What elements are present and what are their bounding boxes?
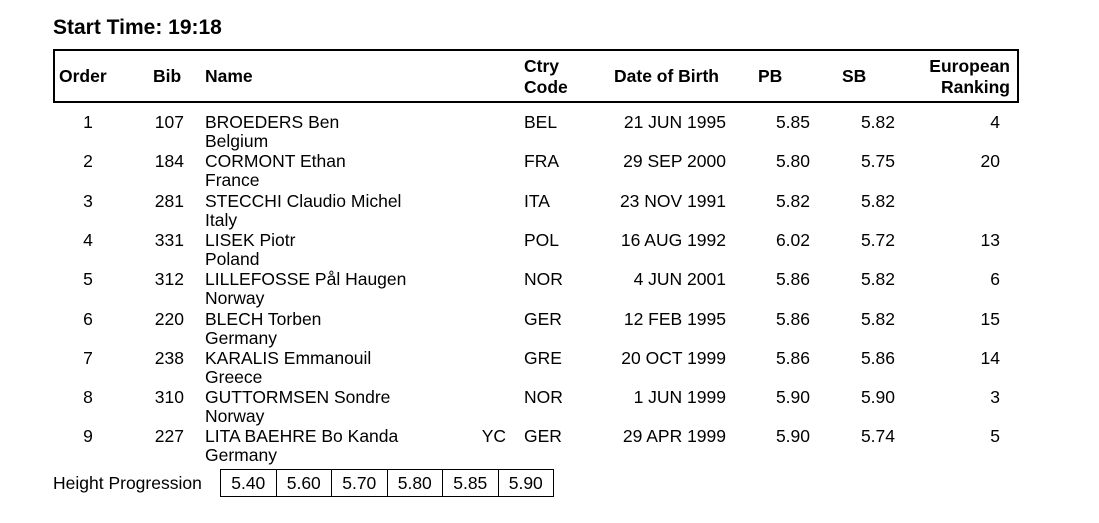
cell-bib: 312 (154, 269, 184, 290)
cell-date-of-birth: 21 JUN 1995 (623, 112, 726, 132)
cell-ctry-code: GRE (524, 347, 562, 368)
cell-name: LITA BAEHRE Bo Kanda (205, 426, 399, 447)
height-box: 5.90 (508, 473, 543, 493)
cell-pb: 5.86 (775, 308, 810, 329)
header-european-ranking-line1: European (929, 56, 1010, 76)
header-ctry-code-line2: Code (524, 77, 568, 97)
cell-bib: 331 (154, 229, 184, 250)
height-progression-label: Height Progression (53, 473, 202, 493)
cell-order: 7 (83, 347, 93, 368)
header-sb: SB (842, 66, 867, 86)
cell-bib: 238 (154, 347, 184, 368)
cell-country-name: Norway (205, 406, 265, 427)
cell-name: STECCHI Claudio Michel (205, 190, 402, 211)
cell-country-name: Norway (205, 288, 265, 309)
header-date-of-birth: Date of Birth (614, 66, 719, 86)
cell-date-of-birth: 16 AUG 1992 (620, 229, 726, 250)
cell-country-name: Greece (205, 366, 263, 387)
start-time-title: Start Time: 19:18 (53, 16, 222, 39)
cell-european-ranking: 13 (980, 229, 1000, 250)
cell-date-of-birth: 29 SEP 2000 (623, 151, 726, 172)
cell-country-name: Germany (205, 445, 277, 466)
header-european-ranking-line2: Ranking (940, 77, 1010, 97)
cell-ctry-code: BEL (524, 112, 558, 132)
cell-name: KARALIS Emmanouil (205, 347, 372, 368)
header-order: Order (59, 66, 107, 86)
cell-country-name: Germany (205, 327, 277, 348)
cell-name: CORMONT Ethan (205, 151, 346, 172)
cell-pb: 5.86 (775, 347, 810, 368)
cell-european-ranking: 15 (980, 308, 1000, 329)
cell-date-of-birth: 20 OCT 1999 (621, 347, 726, 368)
height-box: 5.80 (388, 470, 444, 496)
cell-date-of-birth: 23 NOV 1991 (619, 190, 726, 211)
cell-sb: 5.86 (860, 347, 895, 368)
cell-sb: 5.82 (860, 112, 895, 132)
cell-bib: 310 (154, 387, 184, 408)
cell-country-name: Poland (205, 248, 260, 269)
cell-pb: 5.90 (775, 426, 810, 447)
header-name: Name (205, 66, 253, 86)
height-box: 5.60 (277, 470, 333, 496)
cell-country-name: France (205, 170, 260, 191)
header-bib: Bib (153, 66, 182, 86)
header-pb: PB (758, 66, 783, 86)
cell-bib: 227 (154, 426, 184, 447)
cell-ctry-code: GER (524, 308, 562, 329)
cell-ctry-code: NOR (524, 387, 563, 408)
cell-european-ranking: 6 (990, 269, 1000, 290)
cell-order: 5 (83, 269, 93, 290)
cell-european-ranking: 4 (990, 112, 1000, 132)
cell-ctry-code: NOR (524, 269, 563, 290)
cell-order: 4 (83, 229, 93, 250)
cell-order: 1 (83, 112, 93, 132)
cell-country-name: Belgium (205, 131, 269, 151)
cell-name: GUTTORMSEN Sondre (205, 387, 391, 408)
cell-name: LILLEFOSSE Pål Haugen (205, 269, 407, 290)
cell-european-ranking: 3 (990, 387, 1000, 408)
cell-order: 2 (83, 151, 93, 172)
cell-sb: 5.90 (860, 387, 895, 408)
cell-pb: 5.85 (775, 112, 810, 132)
cell-order: 6 (83, 308, 93, 329)
cell-ctry-code: GER (524, 426, 562, 447)
cell-name: BLECH Torben (205, 308, 322, 329)
cell-pb: 5.90 (775, 387, 810, 408)
cell-date-of-birth: 4 JUN 2001 (633, 269, 726, 290)
cell-order: 3 (83, 190, 93, 211)
header-ctry-code-line1: Ctry (524, 56, 560, 76)
cell-sb: 5.82 (860, 308, 895, 329)
cell-name: BROEDERS Ben (205, 112, 340, 132)
cell-sb: 5.75 (860, 151, 895, 172)
cell-pb: 5.82 (775, 190, 810, 211)
height-box: 5.40 (221, 470, 277, 496)
cell-mark: YC (481, 426, 506, 447)
cell-european-ranking: 20 (980, 151, 1000, 172)
cell-bib: 107 (154, 112, 184, 132)
cell-european-ranking: 14 (980, 347, 1000, 368)
cell-sb: 5.74 (860, 426, 895, 447)
cell-order: 8 (83, 387, 93, 408)
cell-bib: 184 (154, 151, 184, 172)
cell-date-of-birth: 29 APR 1999 (622, 426, 726, 447)
cell-pb: 6.02 (775, 229, 810, 250)
cell-bib: 220 (154, 308, 184, 329)
cell-ctry-code: ITA (524, 190, 550, 211)
cell-sb: 5.82 (860, 269, 895, 290)
cell-ctry-code: POL (524, 229, 560, 250)
cell-country-name: Italy (205, 209, 238, 230)
table-header (53, 49, 1019, 103)
height-progression-boxes (220, 469, 554, 497)
cell-pb: 5.80 (775, 151, 810, 172)
cell-bib: 281 (154, 190, 184, 211)
cell-date-of-birth: 1 JUN 1999 (633, 387, 726, 408)
cell-date-of-birth: 12 FEB 1995 (623, 308, 726, 329)
cell-order: 9 (83, 426, 93, 447)
cell-pb: 5.86 (775, 269, 810, 290)
cell-sb: 5.72 (860, 229, 895, 250)
cell-ctry-code: FRA (524, 151, 559, 172)
cell-name: LISEK Piotr (205, 229, 296, 250)
height-box: 5.70 (332, 470, 388, 496)
cell-sb: 5.82 (860, 190, 895, 211)
height-box: 5.85 (443, 470, 499, 496)
cell-european-ranking: 5 (990, 426, 1000, 447)
